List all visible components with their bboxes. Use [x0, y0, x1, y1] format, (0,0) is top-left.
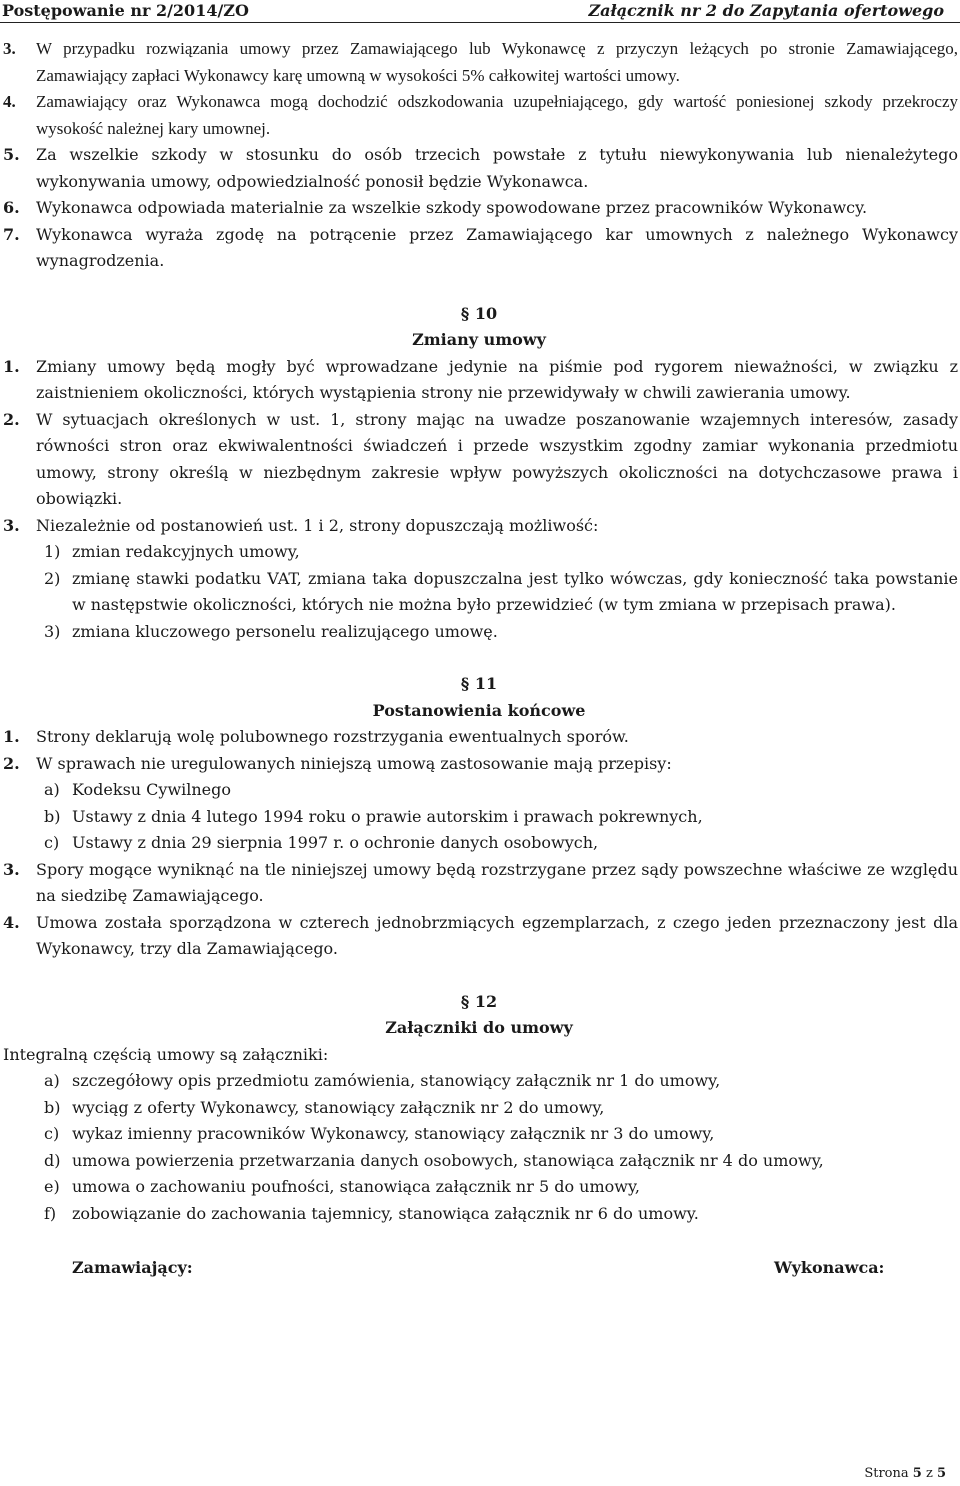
list-item-number: a): [44, 780, 60, 799]
paragraph-11-4: [0, 910, 958, 963]
list-item-text: zobowiązanie do zachowania tajemnicy, stanowiąca załącznik nr 6 do umowy.: [72, 1203, 699, 1223]
page-footer: [864, 1466, 946, 1481]
list-item-number: 1): [44, 542, 61, 561]
list-item-number: b): [44, 806, 61, 826]
list-item-text: Kodeksu Cywilnego: [72, 780, 232, 799]
list-item-text: umowa powierzenia przetwarzania danych osobowych, stanowiąca załącznik nr 4 do umowy,: [72, 1150, 824, 1170]
page-separator: z: [925, 1466, 933, 1481]
paragraph-text: Wykonawca wyraża zgodę na potrącenie przez Zamawiającego kar umownych z należnego Wykonawcy wynagrodzenia.: [36, 224, 958, 270]
attachments-intro: Integralną częścią umowy są załączniki:: [3, 1044, 329, 1064]
paragraph-text: Spory mogące wyniknąć na tle niniejszej umowy będą rozstrzygane przez sądy powszechne właściwe ze względu na siedzibę Zamawiającego.: [36, 859, 958, 905]
paragraph-number: 3.: [3, 515, 20, 535]
paragraph-text: Niezależnie od postanowień ust. 1 i 2, strony dopuszczają możliwość:: [36, 515, 599, 535]
paragraph-11-3: [0, 857, 958, 910]
list-item: [0, 539, 958, 566]
paragraph-text: W przypadku rozwiązania umowy przez Zamawiającego lub Wykonawcę z przyczyn leżących po stronie Zamawiającego, Zamawiający zapłaci Wykonawcy karę umowną w wysokości 5% całkowitej wartości umowy.: [36, 39, 958, 85]
paragraph-number: 4.: [3, 92, 16, 111]
paragraph-10-2: [0, 407, 958, 513]
paragraph-11-1: [0, 724, 958, 751]
page-label: Strona: [864, 1466, 909, 1481]
procedure-number: Postępowanie nr 2/2014/ZO: [2, 1, 249, 20]
list-item-text: zmian redakcyjnych umowy,: [72, 542, 300, 561]
list-item-text: zmianę stawki podatku VAT, zmiana taka dopuszczalna jest tylko wówczas, gdy konieczność taka powstanie w następstwie okoliczności, których nie można było przewidzieć (w tym zmiana w przepisach prawa).: [72, 568, 958, 614]
section-12-number: § 12: [460, 991, 498, 1011]
list-item-text: Ustawy z dnia 29 sierpnia 1997 r. o ochronie danych osobowych,: [72, 833, 599, 852]
attachment-label: Załącznik nr 2 do Zapytania ofertowego: [588, 1, 944, 20]
paragraph-9-3: [0, 36, 958, 89]
list-item-number: 3): [44, 621, 61, 641]
signature-block: [0, 1255, 958, 1283]
paragraph-number: 1.: [3, 356, 20, 376]
list-item: [0, 1095, 958, 1122]
list-item: [0, 830, 958, 857]
paragraph-9-7: [0, 222, 958, 275]
list-item-number: b): [44, 1097, 61, 1117]
section-10-number: § 10: [460, 303, 498, 323]
paragraph-text: Zmiany umowy będą mogły być wprowadzane jedynie na piśmie pod rygorem nieważności, w związku z zaistnieniem okoliczności, których wystąpienia strony nie przewidywały w chwili zawierania umowy.: [36, 356, 958, 402]
paragraph-text: W sprawach nie uregulowanych niniejszą umową zastosowanie mają przepisy:: [36, 753, 672, 773]
paragraph-number: 3.: [3, 39, 16, 58]
paragraph-number: 5.: [3, 145, 20, 164]
section-11-title: Postanowienia końcowe: [372, 700, 586, 720]
list-item: [0, 1068, 958, 1095]
list-item-text: wykaz imienny pracowników Wykonawcy, stanowiący załącznik nr 3 do umowy,: [72, 1124, 715, 1143]
list-item-number: c): [44, 833, 60, 852]
paragraph-10-1: [0, 354, 958, 407]
list-item: [0, 777, 958, 804]
list-item: [0, 566, 958, 619]
signature-contractor: Wykonawca:: [774, 1258, 885, 1277]
list-item-text: Ustawy z dnia 4 lutego 1994 roku o prawie autorskim i prawach pokrewnych,: [72, 806, 703, 826]
list-item-number: e): [44, 1177, 60, 1196]
list-item-text: zmiana kluczowego personelu realizującego umowę.: [72, 621, 498, 641]
list-item: [0, 619, 958, 646]
list-item-number: d): [44, 1150, 61, 1170]
list-item-number: 2): [44, 568, 61, 588]
list-item: [0, 1201, 958, 1228]
list-item-text: umowa o zachowaniu poufności, stanowiąca załącznik nr 5 do umowy,: [72, 1177, 640, 1196]
paragraph-number: 4.: [3, 912, 20, 932]
list-item: [0, 1174, 958, 1201]
paragraph-text: Umowa została sporządzona w czterech jednobrzmiących egzemplarzach, z czego jeden przeznaczony jest dla Wykonawcy, trzy dla Zamawiającego.: [36, 912, 958, 958]
paragraph-9-5: [0, 142, 958, 195]
paragraph-9-4: [0, 89, 958, 142]
paragraph-number: 3.: [3, 859, 20, 879]
paragraph-text: W sytuacjach określonych w ust. 1, strony mając na uwadze poszanowanie wzajemnych interesów, zasady równości stron oraz ekwiwalentności świadczeń i przede wszystkim zgodny zamiar wykonania przedmiotu umowy, strony określą w niezbędnym zakresie wpływ powyższych okoliczności na dotychczasowe prawa i obowiązki.: [36, 409, 958, 508]
list-item-number: a): [44, 1071, 60, 1090]
paragraph-number: 1.: [3, 727, 20, 746]
list-item-text: szczegółowy opis przedmiotu zamówienia, stanowiący załącznik nr 1 do umowy,: [72, 1071, 721, 1090]
signature-client: Zamawiający:: [72, 1258, 193, 1277]
paragraph-number: 6.: [3, 198, 20, 217]
document-body: [0, 36, 958, 1283]
paragraph-number: 7.: [3, 224, 20, 244]
section-11-number: § 11: [460, 674, 498, 693]
list-item-number: f): [44, 1203, 57, 1223]
section-12-title: Załączniki do umowy: [385, 1018, 573, 1037]
section-10-title: Zmiany umowy: [412, 330, 546, 349]
paragraph-text: Wykonawca odpowiada materialnie za wszelkie szkody spowodowane przez pracowników Wykonawcy.: [36, 198, 868, 217]
paragraph-10-3: [0, 513, 958, 540]
paragraph-11-2: [0, 751, 958, 778]
paragraph-text: Zamawiający oraz Wykonawca mogą dochodzić odszkodowania uzupełniającego, gdy wartość poniesionej szkody przekroczy wysokość należnej kary umownej.: [36, 92, 958, 138]
paragraph-number: 2.: [3, 753, 20, 773]
paragraph-number: 2.: [3, 409, 20, 429]
list-item-number: c): [44, 1124, 60, 1143]
paragraph-text: Za wszelkie szkody w stosunku do osób trzecich powstałe z tytułu niewykonywania lub nienależytego wykonywania umowy, odpowiedzialność ponosił będzie Wykonawca.: [36, 145, 958, 191]
list-item-text: wyciąg z oferty Wykonawcy, stanowiący załącznik nr 2 do umowy,: [72, 1097, 605, 1117]
page-total: 5: [936, 1466, 946, 1481]
list-item: [0, 1121, 958, 1148]
paragraph-9-6: [0, 195, 958, 222]
list-item: [0, 804, 958, 831]
list-item: [0, 1148, 958, 1175]
page-number: 5: [912, 1466, 922, 1481]
paragraph-text: Strony deklarują wolę polubownego rozstrzygania ewentualnych sporów.: [36, 727, 629, 746]
page-header: [0, 0, 960, 23]
